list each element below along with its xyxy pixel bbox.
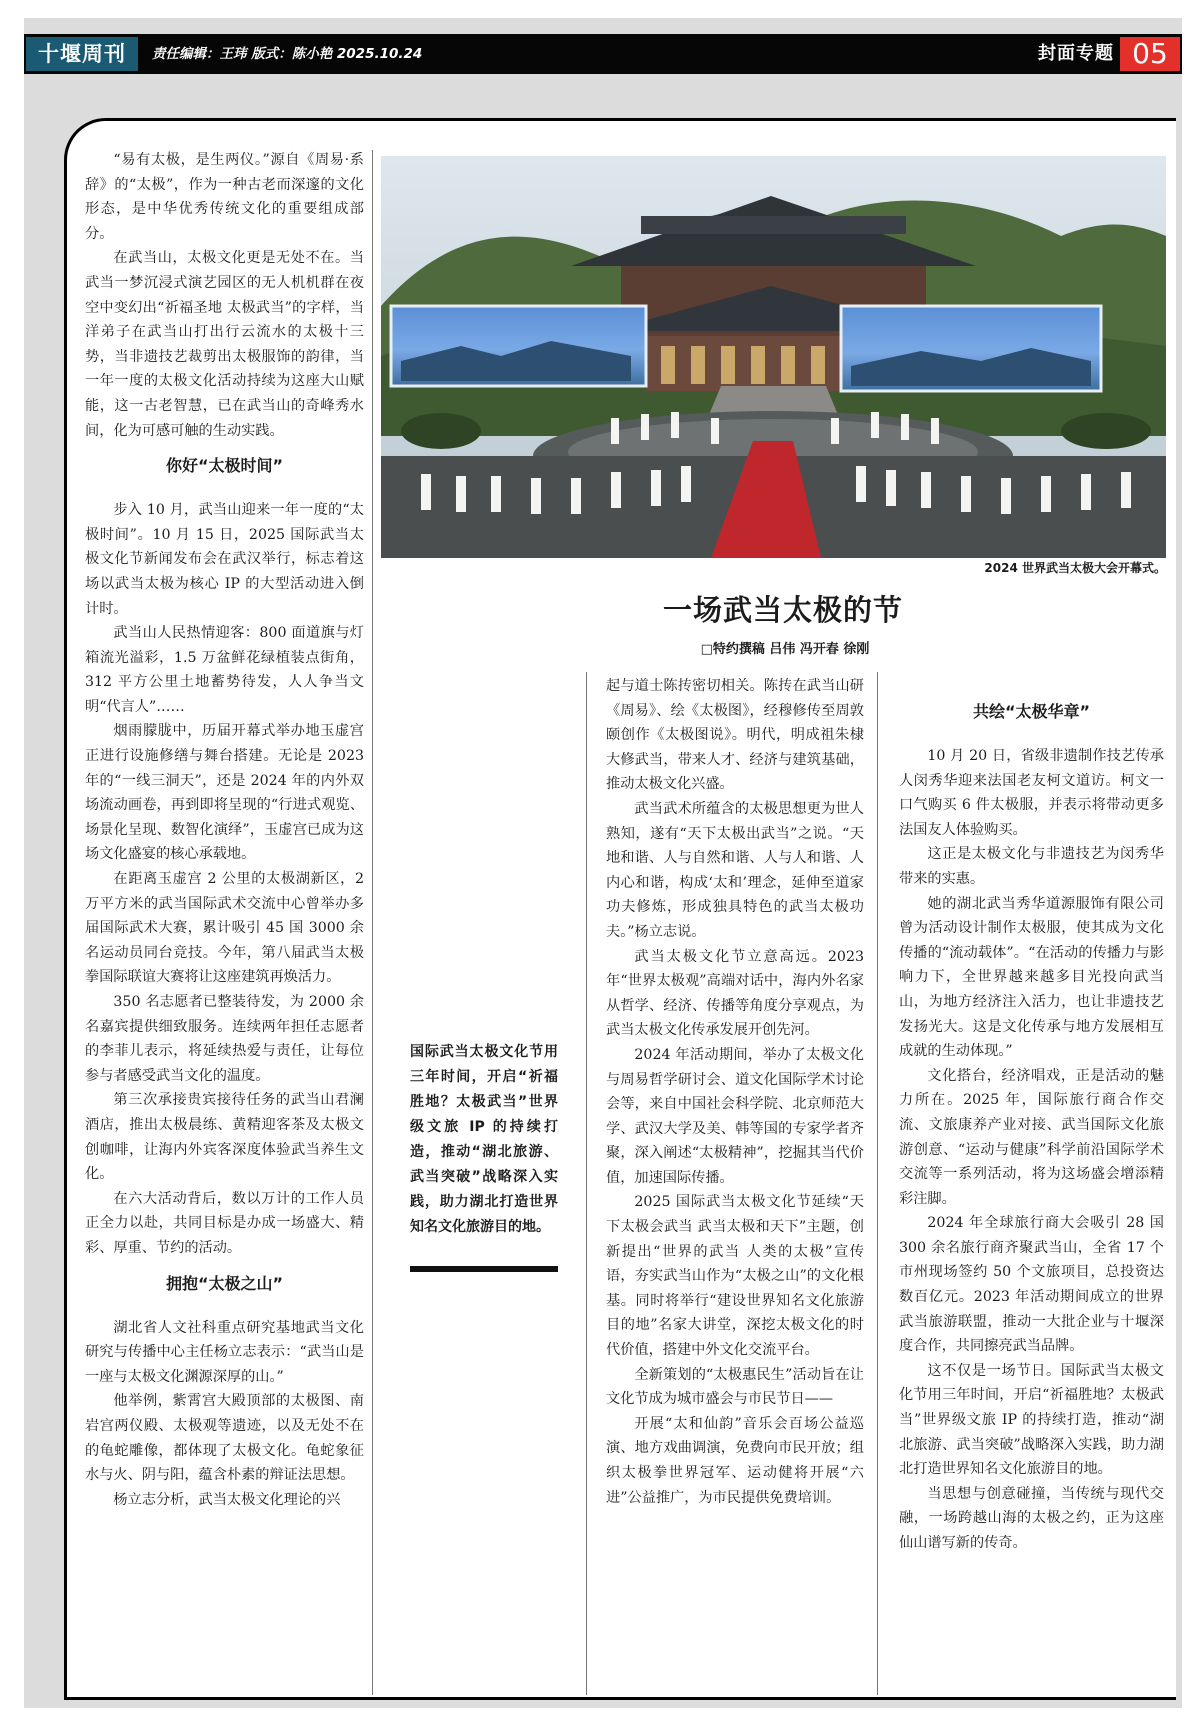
paragraph: 350 名志愿者已整装待发，为 2000 余名嘉宾提供细致服务。连续两年担任志愿者的李菲儿表示，将延续热爱与责任，让每位参与者感受武当文化的温度。 bbox=[85, 994, 364, 1084]
subheading: 你好“太极时间” bbox=[165, 456, 284, 476]
paragraph: 2024 年活动期间，举办了太极文化与周易哲学研讨会、道文化国际学术讨论会等，来自中国社会科学院、北京师范大学、武汉大学及美、韩等国的专家学者齐聚，深入阐述“太极精神”，挖掘其当代价值，加速国际传播。 bbox=[606, 1046, 864, 1186]
editor-info: 责任编辑：王玮 版式：陈小艳 2025.10.24 bbox=[152, 46, 423, 62]
paragraph: 全新策划的“太极惠民生”活动旨在让文化节成为城市盛会与市民节日—— bbox=[606, 1366, 864, 1408]
pull-quote: 国际武当太极文化节用三年时间，开启“祈福胜地？太极武当”世界级文旅 IP 的持续打造，推动“湖北旅游、武当突破”战略深入实践，助力湖北打造世界知名文化旅游目的地。 bbox=[410, 1044, 558, 1235]
paragraph: 10 月 20 日，省级非遗制作技艺传承人闵秀华迎来法国老友柯文道访。柯文一口气购买 6 件太极服，并表示将带动更多法国友人体验购买。 bbox=[899, 748, 1164, 838]
paragraph: 起与道士陈抟密切相关。陈抟在武当山研《周易》、绘《太极图》，经穆修传至周敦颐创作《太极图说》。明代，明成祖朱棣大修武当，带来人才、经济与建筑基础，推动太极文化兴盛。 bbox=[606, 678, 864, 793]
paragraph: 武当山人民热情迎客：800 面道旗与灯箱流光溢彩，1.5 万盆鲜花绿植装点街角，312 平方公里土地蓄势待发，人人争当文明“代言人”…… bbox=[85, 625, 364, 715]
section-title: 封面专题 bbox=[1038, 43, 1114, 64]
column-1 bbox=[85, 148, 364, 1696]
paragraph: 他举例，紫霄宫大殿顶部的太极图、南岩宫两仪殿、太极观等遗迹，以及无处不在的龟蛇雕像，都体现了太极文化。龟蛇象征水与火、阴与阳，蕴含朴素的辩证法思想。 bbox=[85, 1393, 364, 1484]
paragraph: 在距离玉虚宫 2 公里的太极湖新区，2 万平方米的武当国际武术交流中心曾举办多届国际武术大赛，累计吸引 45 国 3000 余名运动员同台竞技。今年，第八届武当太极拳国际联谊大赛将让这座建筑再焕活力。 bbox=[85, 871, 364, 986]
paragraph: “易有太极，是生两仪。”源自《周易·系辞》的“太极”，作为一种古老而深邃的文化形态，是中华优秀传统文化的重要组成部分。 bbox=[85, 152, 364, 242]
paragraph: 第三次承接贵宾接待任务的武当山君澜酒店，推出太极晨练、黄精迎客茶及太极文创咖啡，让海内外宾客深度体验武当养生文化。 bbox=[85, 1092, 364, 1183]
column-rule bbox=[586, 672, 587, 1695]
paragraph: 武当太极文化节立意高远。2023 年“世界太极观”高端对话中，海内外名家从哲学、经济、传播等角度分享观点，为武当太极文化传承发展开创先河。 bbox=[606, 948, 864, 1039]
column-rule bbox=[877, 672, 878, 1695]
masthead bbox=[24, 34, 1182, 74]
column-3 bbox=[606, 674, 864, 1696]
column-rule bbox=[372, 150, 373, 1695]
article-title: 一场武当太极的节 bbox=[600, 590, 966, 630]
opening-ceremony-photo bbox=[381, 156, 1166, 558]
column-4 bbox=[899, 700, 1164, 1696]
brand-logo: 十堰周刊 bbox=[26, 37, 138, 71]
photo-caption: 2024 世界武当太极大会开幕式。 bbox=[984, 561, 1166, 575]
paragraph: 2024 年全球旅行商大会吸引 28 国 300 余名旅行商齐聚武当山，全省 17 个市州现场签约 50 个文旅项目，总投资达数百亿元。2023 年活动期间成立的世界武当旅游联盟，推动一大批企业与十堰深度合作，共同擦亮武当品牌。 bbox=[899, 1215, 1164, 1355]
paragraph: 在六大活动背后，数以万计的工作人员正全力以赴，共同目标是办成一场盛大、精彩、厚重、节约的活动。 bbox=[85, 1190, 364, 1256]
paragraph: 她的湖北武当秀华道源服饰有限公司曾为活动设计制作太极服，使其成为文化传播的“流动载体”。“在活动的传播力与影响力下，全世界越来越多目光投向武当山，为地方经济注入活力，也让非遗技艺发扬光大。这是文化传承与地方发展相互成就的生动体现。” bbox=[899, 895, 1164, 1060]
paragraph: 这不仅是一场节日。国际武当太极文化节用三年时间，开启“祈福胜地？太极武当”世界级文旅 IP 的持续打造，推动“湖北旅游、武当突破”战略深入实践，助力湖北打造世界知名文化旅游目的地。 bbox=[899, 1362, 1164, 1478]
paragraph: 烟雨朦胧中，历届开幕式举办地玉虚宫正进行设施修缮与舞台搭建。无论是 2023 年的“一线三洞天”，还是 2024 年的内外双场流动画卷，再到即将呈现的“行进式观览、场景化呈现、数智化演绎”，玉虚宫已成为这场文化盛宴的核心承载地。 bbox=[85, 723, 364, 863]
paragraph: 文化搭台，经济唱戏，正是活动的魅力所在。2025 年，国际旅行商合作交流、文旅康养产业对接、武当国际文化旅游创意、“运动与健康”科学前沿国际学术交流等一系列活动，将为这场盛会增添精彩注脚。 bbox=[899, 1067, 1164, 1207]
ceremony-illustration bbox=[381, 156, 1166, 558]
paragraph: 开展“太和仙韵”音乐会百场公益巡演、地方戏曲调演，免费向市民开放；组织太极拳世界冠军、运动健将开展“六进”公益推广，为市民提供免费培训。 bbox=[606, 1415, 864, 1506]
pull-quote-bar bbox=[410, 1266, 558, 1272]
paragraph: 杨立志分析，武当太极文化理论的兴 bbox=[113, 1491, 341, 1508]
paragraph: 在武当山，太极文化更是无处不在。当武当一梦沉浸式演艺园区的无人机机群在夜空中变幻出“祈福圣地 太极武当”的字样，当洋弟子在武当山打出行云流水的太极十三势，当非遗技艺裁剪出太极服饰的韵律，当一年一度的太极文化活动持续为这座大山赋能，这一古老智慧，已在武当山的奇峰秀水间，化为可感可触的生动实践。 bbox=[85, 250, 364, 439]
paragraph: 步入 10 月，武当山迎来一年一度的“太极时间”。10 月 15 日，2025 国际武当太极文化节新闻发布会在武汉举行，标志着这场以武当太极为核心 IP 的大型活动进入倒计时。 bbox=[85, 502, 364, 617]
paragraph: 武当武术所蕴含的太极思想更为世人熟知，遂有“天下太极出武当”之说。“天地和谐、人与自然和谐、人与人和谐、人内心和谐，构成‘太和’理念，延伸至道家功夫修炼，形成独具特色的武当太极功夫。”杨立志说。 bbox=[606, 800, 864, 940]
paragraph: 2025 国际武当太极文化节延续“天下太极会武当 武当太极和天下”主题，创新提出“世界的武当 人类的太极”宣传语，夯实武当山作为“太极之山”的文化根基。同时将举行“建设世界知名文化旅游目的地”名家大讲堂，深挖太极文化的时代价值，搭建中外文化交流平台。 bbox=[606, 1194, 864, 1359]
page-number: 05 bbox=[1120, 37, 1180, 71]
paragraph: 当思想与创意碰撞，当传统与现代交融，一场跨越山海的太极之约，正为这座仙山谱写新的传奇。 bbox=[899, 1485, 1164, 1551]
article-byline: □特约撰稿 吕伟 冯开春 徐刚 bbox=[700, 642, 870, 657]
paragraph: 这正是太极文化与非遗技艺为闵秀华带来的实惠。 bbox=[899, 846, 1164, 887]
paragraph: 湖北省人文社科重点研究基地武当文化研究与传播中心主任杨立志表示：“武当山是一座与太极文化渊源深厚的山。” bbox=[85, 1319, 364, 1385]
subheading: 共绘“太极华章” bbox=[972, 702, 1091, 721]
subheading: 拥抱“太极之山” bbox=[165, 1273, 284, 1293]
